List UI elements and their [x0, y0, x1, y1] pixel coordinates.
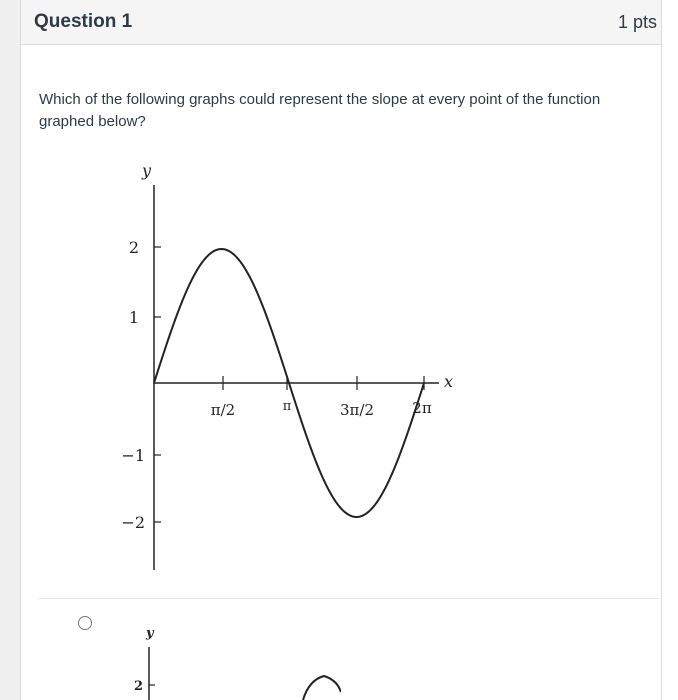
question-text: Which of the following graphs could represent the slope at every point of the function graphed below?: [39, 91, 601, 130]
answer-y-axis-label: y: [146, 626, 154, 641]
question-card: [20, 0, 662, 700]
x-axis-label: x: [444, 372, 454, 391]
y-tick-label: −2: [121, 513, 145, 532]
y-axis-label: y: [142, 161, 152, 180]
function-graph: [41, 0, 481, 600]
left-gutter: [0, 0, 21, 700]
x-tick-label: 3π/2: [340, 401, 374, 419]
question-title: Question 1: [34, 11, 133, 32]
y-tick-label: −1: [121, 446, 145, 465]
x-tick-label: 2π: [412, 399, 432, 417]
x-tick-label: π: [282, 399, 292, 414]
y-tick-label: 1: [128, 308, 139, 327]
answer-y-tick-label: 2: [133, 679, 143, 694]
answer-divider: [39, 598, 659, 599]
x-tick-label: π/2: [210, 401, 236, 419]
y-tick-label: 2: [128, 238, 139, 257]
answer-option-graph: [41, 600, 341, 700]
question-points: 1 pts: [617, 12, 657, 32]
answer-curve: [303, 676, 341, 700]
